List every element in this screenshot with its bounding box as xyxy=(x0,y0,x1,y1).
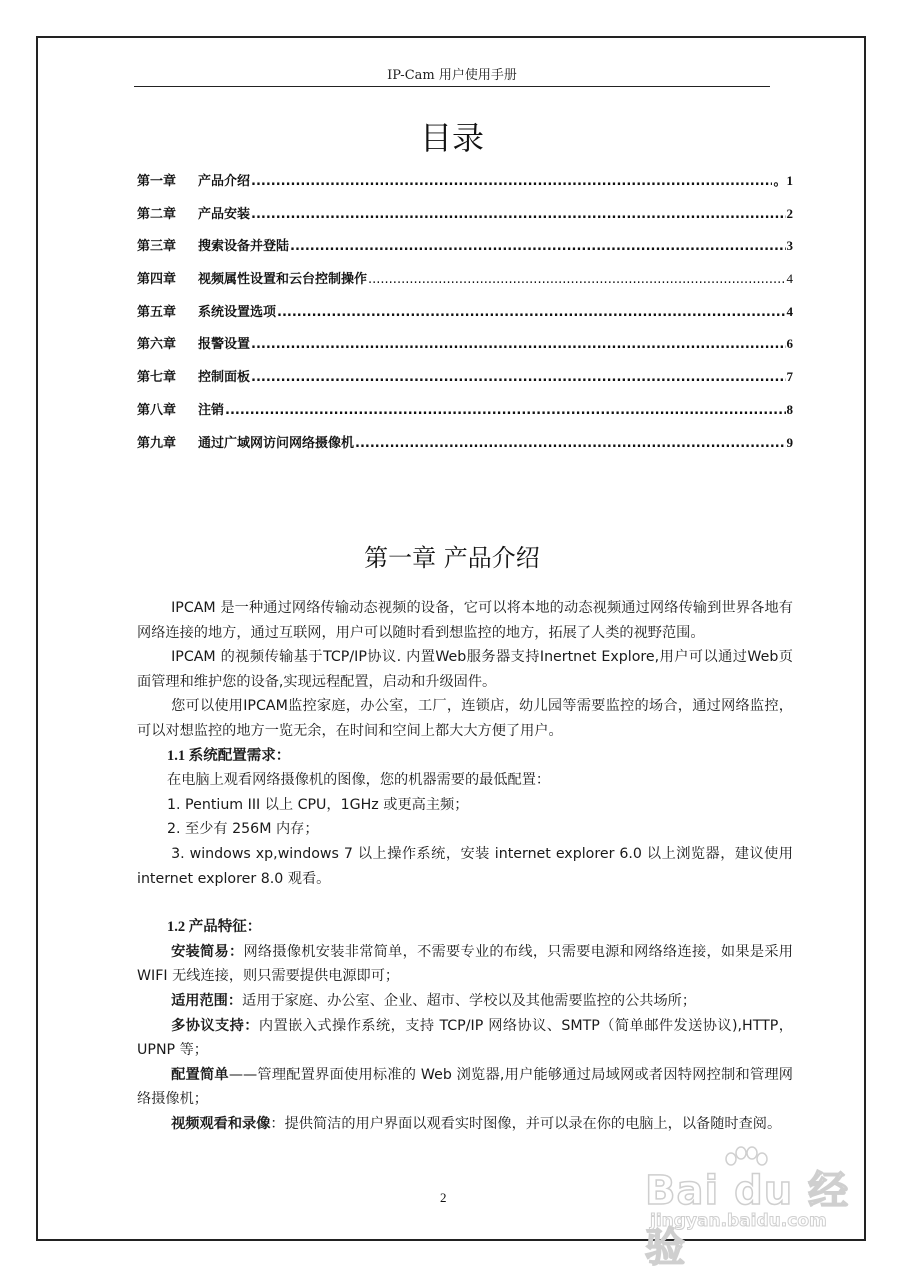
toc-chapter-title: 系统设置选项 xyxy=(198,304,277,320)
feature-item xyxy=(137,989,793,1014)
section-heading: 1.1 系统配置需求： xyxy=(167,747,291,764)
toc-leader-dots xyxy=(251,337,785,352)
spacer xyxy=(137,891,793,915)
toc-chapter-title: 产品安装 xyxy=(198,206,251,222)
feature-text: 适用于家庭、办公室、企业、超市、学校以及其他需要监控的公共场所； xyxy=(242,992,697,1009)
toc-chapter-number: 第三章 xyxy=(137,239,177,255)
toc-chapter-title: 搜索设备并登陆 xyxy=(198,239,290,255)
toc-entry[interactable] xyxy=(137,235,793,268)
requirements-lead: 在电脑上观看网络摄像机的图像，您的机器需要的最低配置： xyxy=(167,772,551,789)
requirement-item: 2. 至少有 256M 内存； xyxy=(167,821,319,838)
toc-entry[interactable] xyxy=(137,366,793,399)
toc-page-number: 6 xyxy=(786,336,793,352)
toc-chapter-title: 注销 xyxy=(198,402,225,418)
feature-label: 配置简单 xyxy=(171,1066,229,1083)
chapter-title: 第一章 产品介绍 xyxy=(364,544,540,572)
toc-leader-dots xyxy=(368,272,785,287)
watermark-url: jingyan.baidu.com xyxy=(650,1211,827,1231)
feature-text: 提供简洁的用户界面以观看实时图像，并可以录在你的电脑上，以备随时查阅。 xyxy=(284,1115,782,1132)
toc-chapter-title: 产品介绍 xyxy=(198,174,251,189)
requirement-item: 3. windows xp,windows 7 以上操作系统，安装 internet explorer 6.0 以上浏览器，建议使用 internet explorer 8.0 观看。 xyxy=(137,845,793,887)
feature-separator: —— xyxy=(228,1066,258,1083)
toc-chapter-number: 第七章 xyxy=(137,370,177,386)
toc-leader-dots xyxy=(251,370,785,385)
toc-page-number: 。1 xyxy=(773,173,793,188)
chapter-body xyxy=(137,596,793,1136)
toc-chapter-number: 第九章 xyxy=(137,435,177,451)
toc-chapter-number: 第四章 xyxy=(137,272,177,288)
feature-text: 管理配置界面使用标准的 Web 浏览器,用户能够通过局域网或者因特网控制和管理网络摄像机； xyxy=(137,1066,793,1108)
toc-chapter-number: 第二章 xyxy=(137,206,177,222)
feature-item xyxy=(137,1063,793,1112)
toc-leader-dots xyxy=(355,436,785,451)
toc-leader-dots xyxy=(251,207,785,222)
intro-paragraph: IPCAM 的视频传输基于TCP/IP协议. 内置Web服务器支持Inertnet Explore,用户可以通过Web页面管理和维护您的设备,实现远程配置，启动和升级固件。 xyxy=(137,649,793,690)
feature-label: 适用范围 xyxy=(171,992,228,1009)
feature-separator: ： xyxy=(270,1115,285,1132)
toc-chapter-number: 第八章 xyxy=(137,402,177,418)
toc-page-number: 3 xyxy=(786,238,793,254)
feature-separator: ： xyxy=(228,943,244,960)
toc-entry[interactable] xyxy=(137,399,793,432)
toc-leader-dots xyxy=(277,305,785,320)
feature-label: 多协议支持 xyxy=(171,1017,245,1034)
toc-entry[interactable] xyxy=(137,301,793,334)
page-number: 2 xyxy=(440,1190,447,1205)
intro-paragraph: 您可以使用IPCAM监控家庭，办公室，工厂，连锁店，幼儿园等需要监控的场合，通过网络监控，可以对想监控的地方一览无余，在时间和空间上都大大方便了用户。 xyxy=(137,698,793,739)
requirement-item: 1. Pentium III 以上 CPU，1GHz 或更高主频； xyxy=(167,796,469,813)
toc-chapter-title: 视频属性设置和云台控制操作 xyxy=(198,272,368,288)
watermark-logo: Bai du 经验 xyxy=(645,1168,850,1271)
toc-page-number: 8 xyxy=(786,401,793,417)
toc-entry[interactable] xyxy=(137,268,793,301)
toc-page-number: 9 xyxy=(786,434,793,450)
toc-chapter-title: 控制面板 xyxy=(198,370,251,386)
toc-entry[interactable] xyxy=(137,203,793,236)
intro-paragraph: IPCAM 是一种通过网络传输动态视频的设备，它可以将本地的动态视频通过网络传输到世界各地有网络连接的地方，通过互联网，用户可以随时看到想监控的地方，拓展了人类的视野范围。 xyxy=(137,600,793,641)
feature-text: 网络摄像机安装非常简单，不需要专业的布线，只需要电源和网络络连接，如果是采用 WIFI 无线连接，则只需要提供电源即可； xyxy=(137,943,793,985)
toc-leader-dots xyxy=(225,403,785,418)
toc-page-number: 2 xyxy=(786,205,793,221)
section-heading: 1.2 产品特征： xyxy=(167,919,262,936)
toc-page-number: 4 xyxy=(786,303,793,319)
header-rule xyxy=(134,86,770,87)
baidu-watermark xyxy=(645,1145,855,1271)
feature-label: 安装简易 xyxy=(171,943,229,960)
toc-entry[interactable] xyxy=(137,170,793,203)
feature-separator: ： xyxy=(244,1017,259,1034)
toc-chapter-title: 报警设置 xyxy=(198,337,251,353)
toc-leader-dots xyxy=(290,239,785,254)
feature-item xyxy=(137,940,793,989)
toc-chapter-number: 第一章 xyxy=(137,174,177,189)
feature-item xyxy=(137,1014,793,1063)
toc-title: 目录 xyxy=(419,119,484,157)
feature-item xyxy=(137,1112,793,1137)
toc-page-number: 7 xyxy=(786,369,793,385)
toc-chapter-number: 第五章 xyxy=(137,304,177,320)
toc-entry[interactable] xyxy=(137,333,793,366)
feature-label: 视频观看和录像 xyxy=(171,1115,271,1132)
toc-chapter-number: 第六章 xyxy=(137,337,177,353)
toc-chapter-title: 通过广域网访问网络摄像机 xyxy=(198,435,355,451)
feature-text: 内置嵌入式操作系统，支持 TCP/IP 网络协议、SMTP（简单邮件发送协议),HTTP，UPNP 等； xyxy=(137,1017,793,1059)
toc-page-number: 4 xyxy=(786,271,793,287)
toc-leader-dots xyxy=(251,174,772,189)
table-of-contents xyxy=(137,170,793,464)
feature-separator: ： xyxy=(227,992,243,1009)
toc-entry[interactable] xyxy=(137,432,793,465)
running-header: IP-Cam 用户使用手册 xyxy=(387,68,517,83)
